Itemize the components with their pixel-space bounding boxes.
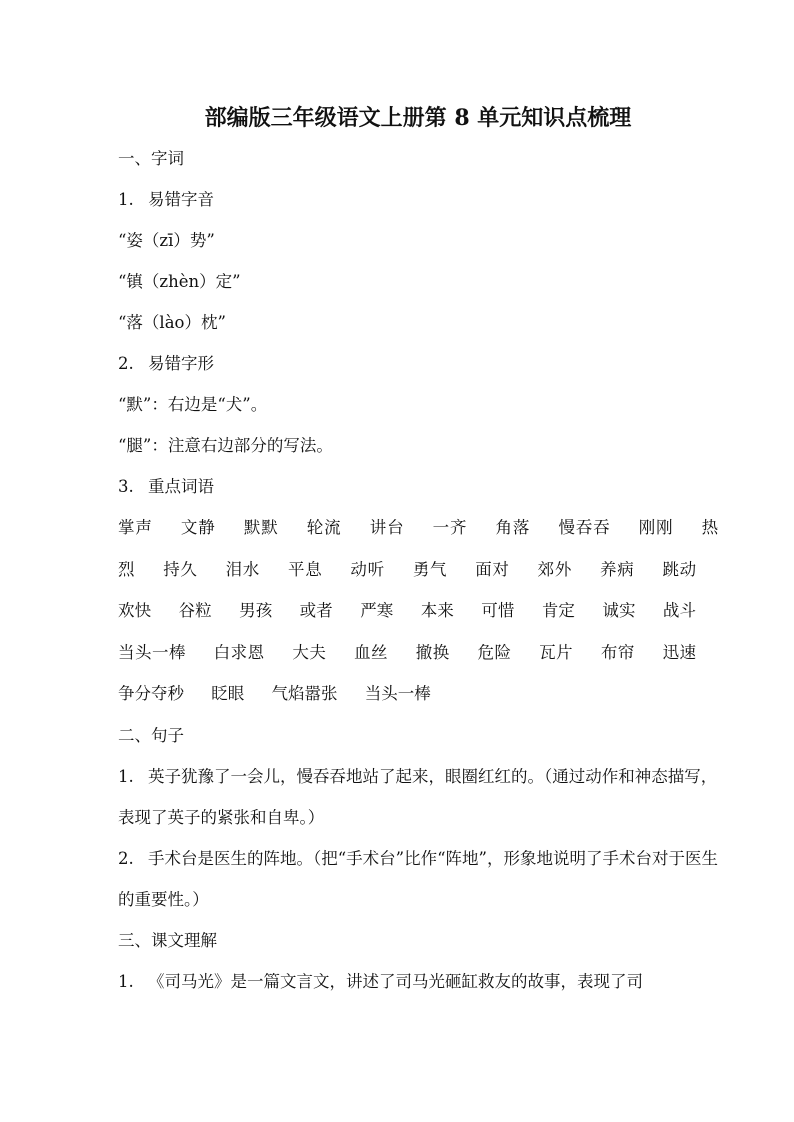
vocab-word: 讲台 — [369, 518, 405, 537]
item-number: 1. — [118, 971, 134, 991]
vocab-word: 动听 — [350, 559, 385, 579]
vocab-word: 欢快 — [118, 601, 152, 620]
vocab-word: 瓦片 — [539, 642, 574, 662]
pronunciation-line: “姿（zī）势” — [118, 231, 215, 250]
vocab-word: 严寒 — [360, 601, 394, 620]
vocab-word: 白求恩 — [213, 642, 265, 662]
subheading-character-form — [118, 343, 718, 384]
subheading-pronunciation — [118, 179, 718, 220]
section-heading-words: 一、字词 — [118, 149, 184, 168]
vocab-word: 当头一棒 — [118, 642, 186, 662]
vocab-word: 诚实 — [602, 601, 636, 620]
sentence-text: 英子犹豫了一会儿，慢吞吞地站了起来，眼圈红红的。（通过动作和神态描写，表现了英子的紧张和自卑。） — [118, 766, 718, 827]
vocab-word: 本来 — [420, 601, 454, 620]
vocab-word: 危险 — [477, 642, 512, 662]
vocab-word: 轮流 — [306, 518, 342, 537]
vocab-word: 眨眼 — [211, 684, 245, 703]
comprehension-text: 《司马光》是一篇文言文，讲述了司马光砸缸救友的故事，表现了司 — [148, 971, 643, 991]
document-title: 部编版三年级语文上册第 8 单元知识点梳理 — [204, 105, 632, 131]
vocab-word: 养病 — [600, 559, 635, 579]
vocab-word: 一齐 — [432, 518, 468, 537]
vocab-word: 角落 — [495, 518, 531, 537]
vocab-word: 布帘 — [600, 642, 635, 662]
vocab-word: 平息 — [288, 559, 323, 579]
comprehension-item — [118, 961, 718, 1002]
vocab-word: 面对 — [475, 559, 510, 579]
vocab-word: 掌声 — [118, 518, 153, 537]
vocab-word: 持久 — [163, 559, 198, 579]
vocabulary-list — [118, 507, 718, 715]
section-heading-sentences: 二、句子 — [118, 725, 184, 745]
character-form-line: “默”：右边是“犬”。 — [118, 395, 268, 414]
item-number: 2. — [118, 848, 134, 868]
vocab-word: 肯定 — [541, 601, 576, 620]
item-number: 3. — [118, 477, 134, 496]
pronunciation-line: “镇（zhèn）定” — [118, 272, 241, 291]
vocab-word: 郊外 — [537, 559, 573, 579]
vocab-word: 热烈 — [118, 518, 719, 579]
vocab-word: 或者 — [299, 601, 333, 620]
vocab-word: 迅速 — [662, 642, 697, 662]
vocab-word: 争分夺秒 — [118, 684, 184, 703]
character-form-line: “腿”：注意右边部分的写法。 — [118, 436, 333, 455]
subheading-text: 易错字形 — [148, 354, 214, 373]
vocab-word: 谷粒 — [178, 601, 212, 620]
vocab-word: 跳动 — [662, 559, 697, 579]
vocab-word: 可惜 — [481, 601, 515, 620]
subheading-text: 易错字音 — [148, 190, 214, 209]
section-heading-text-comprehension: 三、课文理解 — [118, 930, 217, 950]
vocab-word: 慢吞吞 — [558, 518, 611, 537]
sentence-item — [118, 756, 718, 838]
vocab-word: 血丝 — [354, 642, 389, 662]
item-number: 2. — [118, 354, 134, 373]
subheading-text: 重点词语 — [148, 477, 214, 496]
vocab-word: 当头一棒 — [364, 684, 431, 703]
document-page — [118, 98, 718, 1002]
subheading-key-words — [118, 466, 718, 507]
vocab-word: 默默 — [243, 518, 279, 537]
vocab-word: 男孩 — [239, 601, 273, 620]
vocab-word: 撤换 — [415, 642, 450, 662]
vocab-word: 刚刚 — [638, 518, 674, 537]
item-number: 1. — [118, 766, 134, 786]
vocab-word: 战斗 — [662, 601, 697, 620]
vocab-word: 气焰嚣张 — [271, 684, 338, 703]
vocab-word: 勇气 — [412, 559, 448, 579]
sentence-item — [118, 838, 718, 920]
sentence-text: 手术台是医生的阵地。（把“手术台”比作“阵地”，形象地说明了手术台对于医生的重要性。） — [118, 848, 718, 909]
vocab-word: 文静 — [180, 518, 216, 537]
pronunciation-line: “落（lào）枕” — [118, 313, 226, 332]
item-number: 1. — [118, 190, 134, 209]
vocab-word: 泪水 — [225, 559, 261, 579]
vocab-word: 大夫 — [292, 642, 327, 662]
